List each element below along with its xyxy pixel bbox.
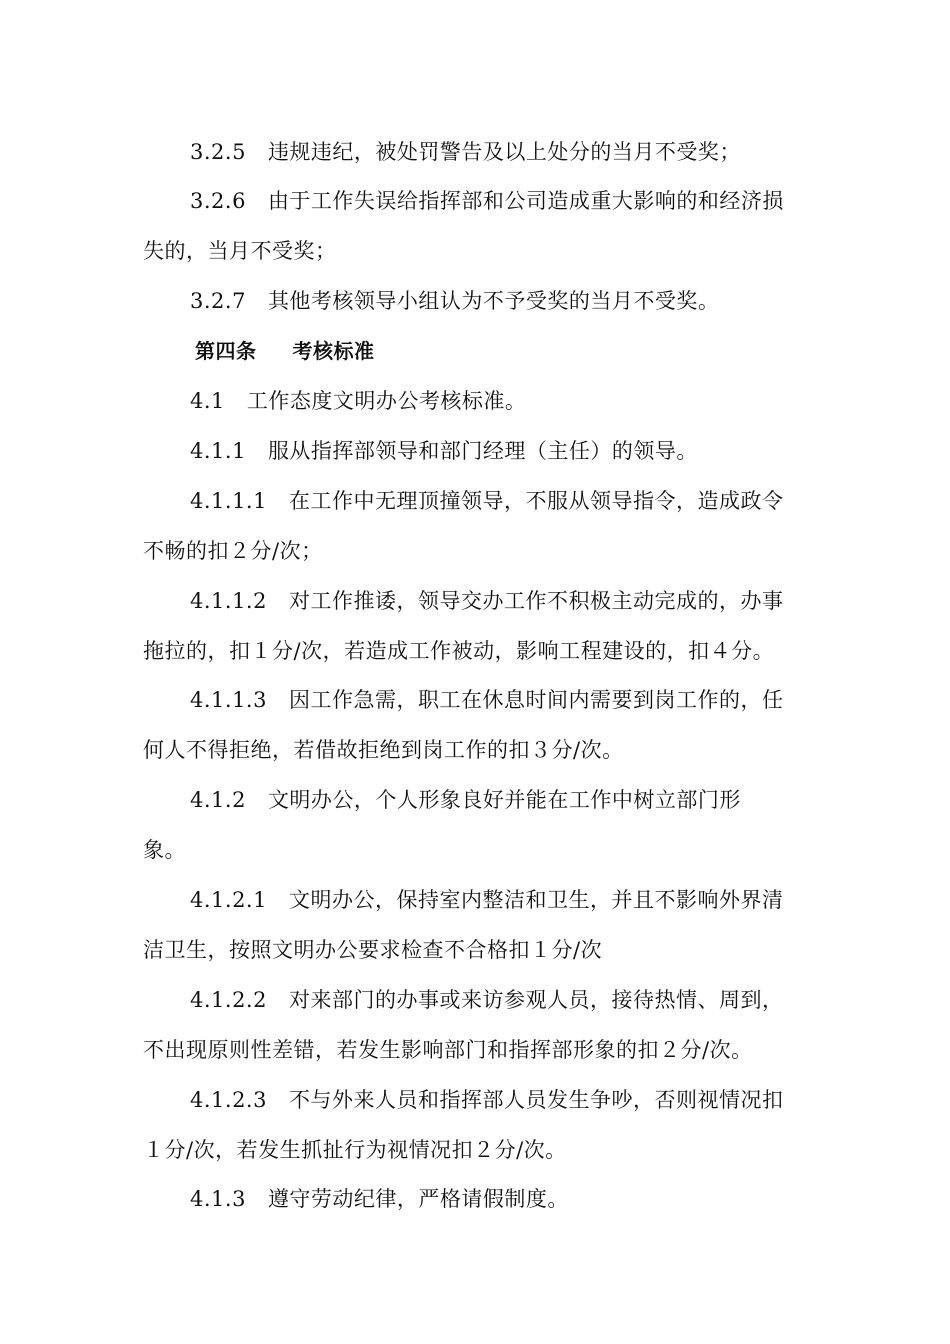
clause-4-1-1-1 (190, 486, 783, 516)
clause-text: 何人不得拒绝，若借故拒绝到岗工作的扣３分/次。 (143, 738, 624, 762)
article-number: 第四条 (195, 339, 257, 363)
clause-4-1-2-1-continued (143, 935, 602, 965)
clause-4-1-1-3-continued (143, 735, 624, 765)
clause-number: 4.1.1.2 (190, 589, 267, 613)
clause-text: １分/次，若发生抓扯行为视情况扣２分/次。 (143, 1138, 567, 1162)
article-title: 考核标准 (292, 339, 375, 363)
clause-4-1-2 (190, 785, 741, 815)
clause-4-1 (190, 386, 526, 416)
clause-text: 不畅的扣２分/次； (143, 539, 323, 563)
clause-number: 4.1.1.1 (190, 489, 267, 513)
clause-number: 4.1.3 (190, 1187, 246, 1211)
clause-text: 对来部门的办事或来访参观人员，接待热情、周到， (288, 988, 784, 1012)
clause-text: 失的，当月不受奖； (143, 239, 337, 263)
clause-number: 4.1.2 (190, 788, 246, 812)
clause-text: 由于工作失误给指挥部和公司造成重大影响的和经济损 (267, 189, 784, 213)
clause-number: 4.1.2.2 (190, 988, 267, 1012)
clause-3-2-6 (190, 186, 784, 216)
clause-text: 其他考核领导小组认为不予受奖的当月不受奖。 (267, 289, 720, 313)
article-heading (195, 336, 375, 366)
clause-number: 4.1.2.1 (190, 888, 267, 912)
clause-4-1-2-3-continued (143, 1135, 567, 1165)
clause-4-1-2-2-continued (143, 1035, 753, 1065)
clause-text: 工作态度文明办公考核标准。 (246, 389, 527, 413)
clause-4-1-2-1 (190, 885, 783, 915)
clause-text: 遵守劳动纪律，严格请假制度。 (267, 1187, 569, 1211)
clause-4-1-2-2 (190, 985, 783, 1015)
clause-text: 在工作中无理顶撞领导，不服从领导指令，造成政令 (288, 489, 784, 513)
clause-4-1-1-1-continued (143, 536, 323, 566)
clause-text: 文明办公，个人形象良好并能在工作中树立部门形 (267, 788, 741, 812)
clause-text: 因工作急需，职工在休息时间内需要到岗工作的，任 (288, 688, 784, 712)
clause-4-1-1-2 (190, 586, 783, 616)
clause-number: 3.2.5 (190, 140, 246, 164)
clause-text: 文明办公，保持室内整洁和卫生，并且不影响外界清 (288, 888, 784, 912)
clause-text: 不与外来人员和指挥部人员发生争吵，否则视情况扣 (288, 1088, 784, 1112)
clause-text: 违规违纪，被处罚警告及以上处分的当月不受奖； (267, 140, 741, 164)
clause-number: 4.1.2.3 (190, 1088, 267, 1112)
clause-text: 服从指挥部领导和部门经理（主任）的领导。 (267, 439, 698, 463)
clause-4-1-1-3 (190, 685, 783, 715)
clause-text: 拖拉的，扣１分/次，若造成工作被动，影响工程建设的，扣４分。 (143, 639, 775, 663)
clause-text: 象。 (143, 838, 186, 862)
clause-4-1-2-3 (190, 1085, 783, 1115)
clause-4-1-2-continued (143, 835, 186, 865)
clause-number: 4.1 (190, 389, 225, 413)
clause-text: 不出现原则性差错，若发生影响部门和指挥部形象的扣２分/次。 (143, 1038, 753, 1062)
clause-number: 3.2.6 (190, 189, 246, 213)
clause-number: 3.2.7 (190, 289, 246, 313)
clause-number: 4.1.1.3 (190, 688, 267, 712)
clause-3-2-6-continued (143, 236, 337, 266)
clause-4-1-1 (190, 436, 698, 466)
clause-3-2-5 (190, 137, 741, 167)
clause-text: 对工作推诿，领导交办工作不积极主动完成的，办事 (288, 589, 784, 613)
clause-text: 洁卫生，按照文明办公要求检查不合格扣１分/次 (143, 938, 603, 962)
clause-4-1-1-2-continued (143, 636, 774, 666)
clause-3-2-7 (190, 286, 719, 316)
clause-4-1-3 (190, 1184, 569, 1214)
clause-number: 4.1.1 (190, 439, 246, 463)
